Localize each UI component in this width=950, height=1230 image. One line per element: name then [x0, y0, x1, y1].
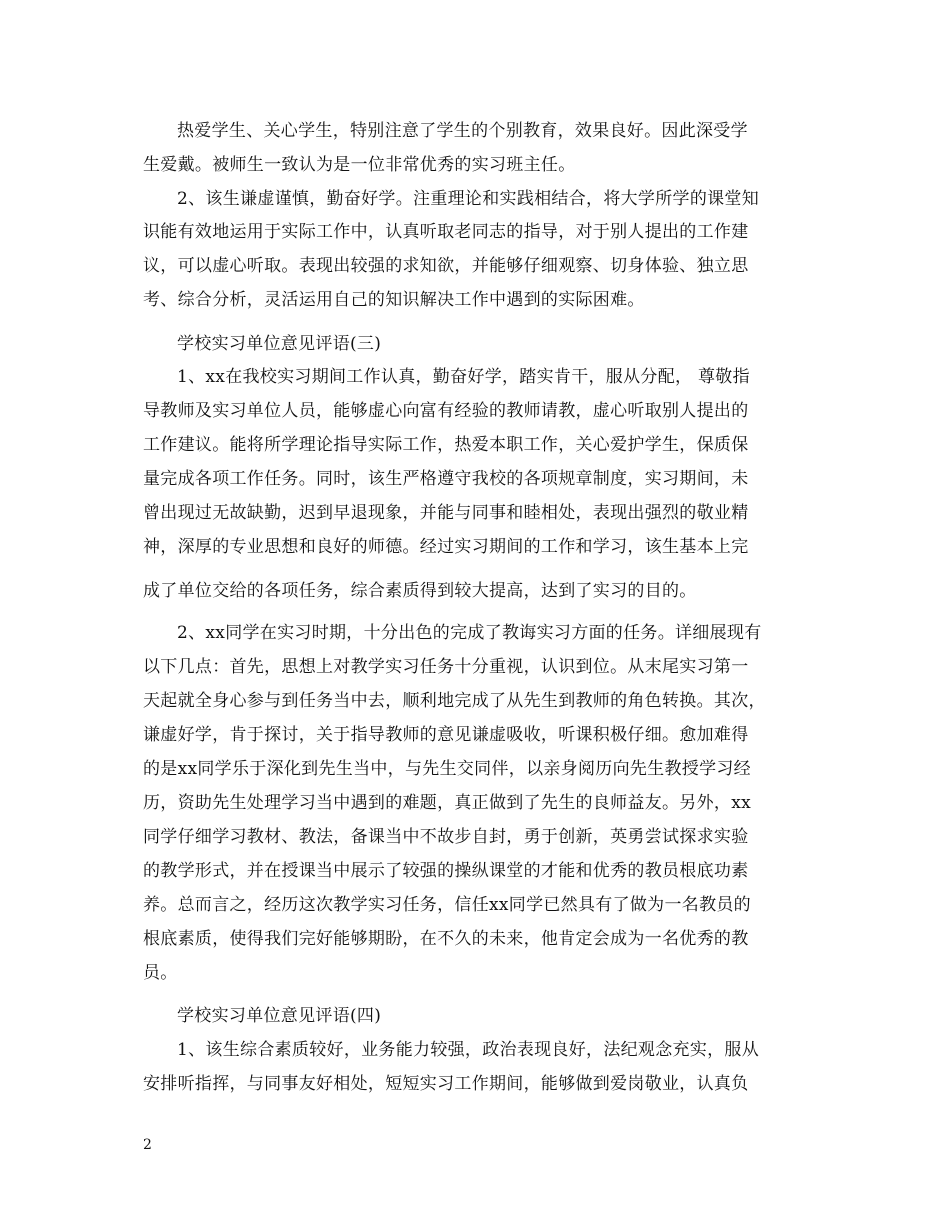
text-line: 历，资助先生处理学习当中遇到的难题，真正做到了先生的良师益友。另外，xx: [143, 793, 751, 813]
text-line: 议，可以虚心听取。表现出较强的求知欲，并能够仔细观察、切身体验、独立思: [143, 256, 749, 276]
text-line: 考、综合分析，灵活运用自己的知识解决工作中遇到的实际困难。: [143, 290, 645, 310]
text-line: 1、xx在我校实习期间工作认真，勤奋好学，踏实肯干，服从分配， 尊敬指: [177, 367, 750, 387]
text-line: 2、xx同学在实习时期，十分出色的完成了教诲实习方面的任务。详细展现有: [177, 623, 762, 643]
text-line: 导教师及实习单位人员，能够虚心向富有经验的教师请教，虚心听取别人提出的: [143, 401, 749, 421]
text-line: 识能有效地运用于实际工作中，认真听取老同志的指导，对于别人提出的工作建: [143, 222, 749, 242]
text-line: 成了单位交给的各项任务，综合素质得到较大提高，达到了实习的目的。: [143, 581, 697, 601]
text-line: 安排听指挥，与同事友好相处，短短实习工作期间，能够做到爱岗敬业，认真负: [143, 1074, 749, 1094]
page-number: 2: [143, 1137, 152, 1153]
text-line: 根底素质，使得我们完好能够期盼，在不久的未来，他肯定会成为一名优秀的教: [143, 929, 749, 949]
section-heading: 学校实习单位意见评语(三): [177, 334, 382, 354]
text-line: 曾出现过无故缺勤，迟到早退现象，并能与同事和睦相处，表现出强烈的敬业精: [143, 503, 749, 523]
text-line: 热爱学生、关心学生，特别注意了学生的个别教育，效果良好。因此深受学: [177, 121, 748, 141]
section-heading: 学校实习单位意见评语(四): [177, 1006, 382, 1026]
text-line: 的教学形式，并在授课当中展示了较强的操纵课堂的才能和优秀的教员根底功素: [143, 861, 749, 881]
text-line: 2、该生谦虚谨慎，勤奋好学。注重理论和实践相结合，将大学所学的课堂知: [177, 189, 760, 209]
text-line: 天起就全身心参与到任务当中去，顺利地完成了从先生到教师的角色转换。其次，: [143, 691, 766, 711]
text-line: 的是xx同学乐于深化到先生当中，与先生交同伴，以亲身阅历向先生教授学习经: [143, 759, 751, 779]
text-line: 1、该生综合素质较好，业务能力较强，政治表现良好，法纪观念充实，服从: [177, 1040, 760, 1060]
text-line: 同学仔细学习教材、教法，备课当中不故步自封，勇于创新，英勇尝试探求实验: [143, 827, 749, 847]
text-line: 员。: [143, 963, 178, 983]
text-line: 谦虚好学，肯于探讨，关于指导教师的意见谦虚吸收，听课积极仔细。愈加难得: [143, 725, 749, 745]
text-line: 养。总而言之，经历这次教学实习任务，信任xx同学已然具有了做为一名教员的: [143, 895, 751, 915]
text-line: 工作建议。能将所学理论指导实际工作，热爱本职工作，关心爱护学生，保质保: [143, 435, 749, 455]
text-line: 以下几点：首先，思想上对教学实习任务十分重视，认识到位。从末尾实习第一: [143, 657, 749, 677]
text-line: 生爱戴。被师生一致认为是一位非常优秀的实习班主任。: [143, 155, 576, 175]
text-line: 量完成各项工作任务。同时，该生严格遵守我校的各项规章制度，实习期间，未: [143, 469, 749, 489]
text-line: 神，深厚的专业思想和良好的师德。经过实习期间的工作和学习，该生基本上完: [143, 537, 749, 557]
